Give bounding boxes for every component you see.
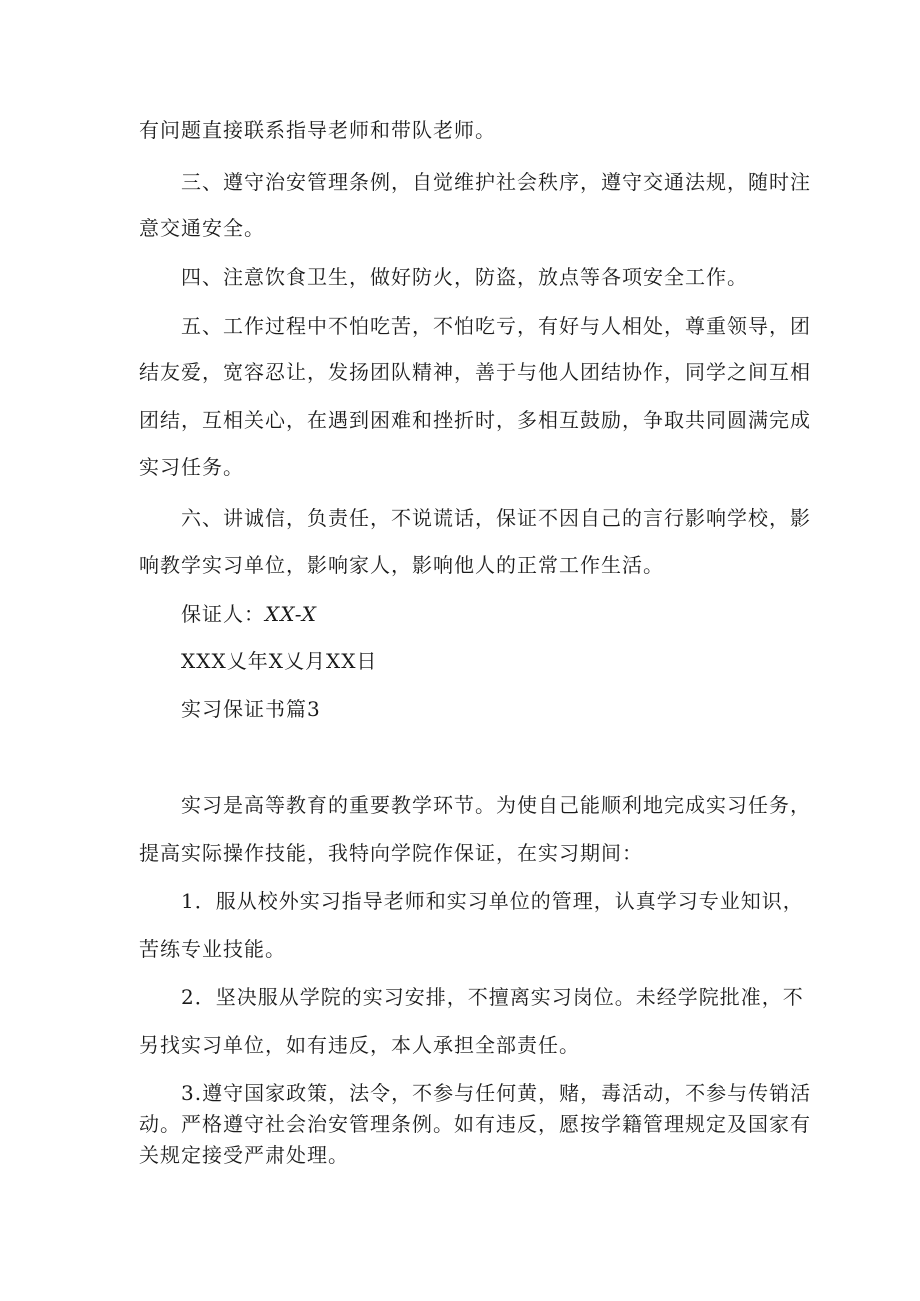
- text-line: 2．坚决服从学院的实习安排，不擅离实习岗位。未经学院批准，不: [181, 985, 804, 1009]
- text-line: 1．服从校外实习指导老师和实习单位的管理，认真学习专业知识，: [181, 889, 804, 913]
- text-line: 提高实际操作技能，我特向学院作保证，在实习期间：: [139, 841, 643, 865]
- section-title: 实习保证书篇3: [181, 697, 321, 721]
- text-line: 有问题直接联系指导老师和带队老师。: [139, 118, 496, 142]
- text-line: 六、讲诚信，负责任，不说谎话，保证不因自己的言行影响学校，影: [181, 506, 811, 530]
- text-line: 3.遵守国家政策，法令，不参与任何黄，赌，毒活动，不参与传销活: [181, 1081, 812, 1105]
- text-line: 团结，互相关心，在遇到困难和挫折时，多相互鼓励，争取共同圆满完成: [139, 408, 811, 432]
- text-line: 关规定接受严肃处理。: [139, 1143, 349, 1167]
- text-line: 五、工作过程中不怕吃苦，不怕吃亏，有好与人相处，尊重领导，团: [181, 314, 811, 338]
- guarantor-name: XX-X: [265, 602, 318, 626]
- signature-line: [181, 599, 317, 629]
- date-line: XXX乂年X乂月XX日: [181, 649, 378, 673]
- text-line: 结友爱，宽容忍让，发扬团队精神，善于与他人团结协作，同学之间互相: [139, 360, 811, 384]
- guarantor-label: 保证人：: [181, 602, 265, 626]
- text-line: 三、遵守治安管理条例，自觉维护社会秩序，遵守交通法规，随时注: [181, 170, 811, 194]
- text-line: 意交通安全。: [139, 216, 265, 240]
- text-line: 实习是高等教育的重要教学环节。为使自己能顺利地完成实习任务，: [181, 793, 811, 817]
- text-line: 另找实习单位，如有违反，本人承担全部责任。: [139, 1033, 580, 1057]
- text-line: 四、注意饮食卫生，做好防火，防盗，放点等各项安全工作。: [181, 265, 748, 289]
- text-line: 动。严格遵守社会治安管理条例。如有违反，愿按学籍管理规定及国家有: [139, 1112, 811, 1136]
- text-line: 响教学实习单位，影响家人，影响他人的正常工作生活。: [139, 553, 664, 577]
- text-line: 苦练专业技能。: [139, 937, 286, 961]
- text-line: 实习任务。: [139, 455, 244, 479]
